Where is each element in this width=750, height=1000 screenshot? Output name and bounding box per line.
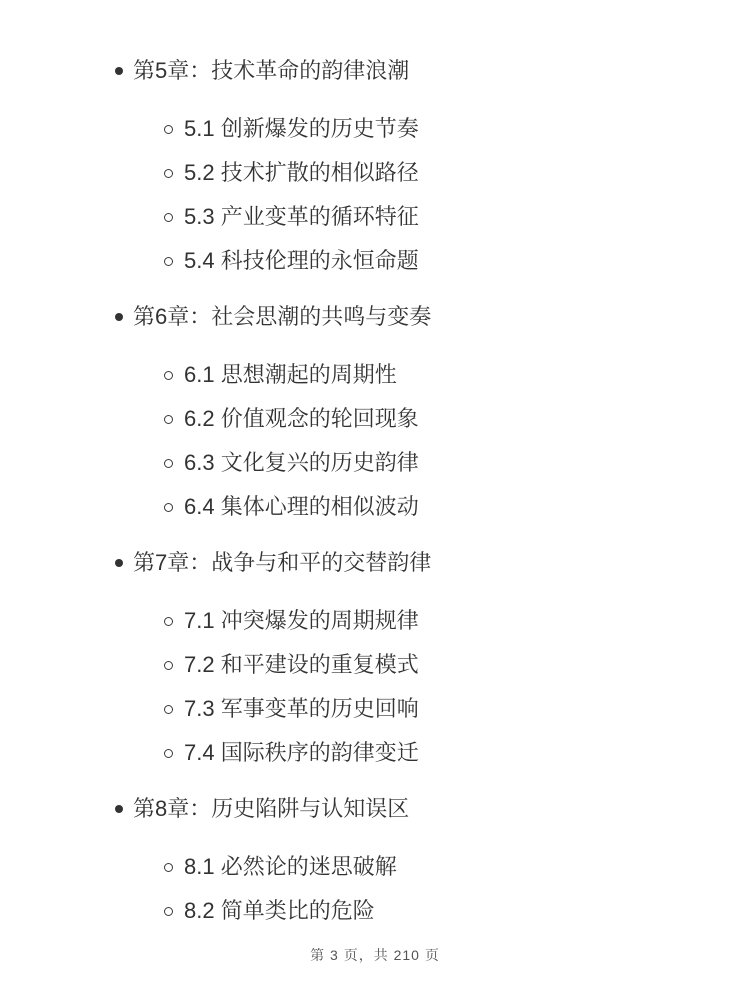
toc-subsection [0,202,750,232]
toc-subsection-title: 7.2 和平建设的重复模式 [184,652,419,677]
toc-subsection-title: 6.1 思想潮起的周期性 [184,362,397,387]
toc-chapter [0,548,750,578]
toc-subsection [0,158,750,188]
toc-subsection [0,606,750,636]
circle-bullet-icon [164,371,173,380]
toc-subsection-title: 5.1 创新爆发的历史节奏 [184,116,419,141]
toc-chapter-title: 第7章：战争与和平的交替韵律 [133,550,432,575]
page-number-indicator: 第 3 页，共 210 页 [310,947,440,963]
toc-subsection [0,896,750,926]
toc-subsection-title: 6.4 集体心理的相似波动 [184,494,419,519]
toc-subsection [0,114,750,144]
toc-subsection [0,694,750,724]
toc-chapter-title: 第8章：历史陷阱与认知误区 [133,796,410,821]
toc-chapter-title: 第6章：社会思潮的共鸣与变奏 [133,304,432,329]
circle-bullet-icon [164,705,173,714]
toc-subsection [0,246,750,276]
circle-bullet-icon [164,459,173,468]
circle-bullet-icon [164,661,173,670]
toc-chapter [0,56,750,86]
circle-bullet-icon [164,503,173,512]
circle-bullet-icon [164,907,173,916]
circle-bullet-icon [164,863,173,872]
circle-bullet-icon [164,257,173,266]
toc-subsection-title: 5.3 产业变革的循环特征 [184,204,419,229]
circle-bullet-icon [164,213,173,222]
toc-subsection [0,738,750,768]
circle-bullet-icon [164,749,173,758]
toc-subsection-title: 6.2 价值观念的轮回现象 [184,406,419,431]
toc-subsection-title: 5.2 技术扩散的相似路径 [184,160,419,185]
toc-subsection [0,404,750,434]
disc-bullet-icon [115,67,123,75]
toc-subsection [0,448,750,478]
circle-bullet-icon [164,169,173,178]
toc-subsection-title: 5.4 科技伦理的永恒命题 [184,248,419,273]
toc-subsection-title: 7.3 军事变革的历史回响 [184,696,419,721]
toc-subsection-title: 7.1 冲突爆发的周期规律 [184,608,419,633]
circle-bullet-icon [164,415,173,424]
toc-chapter [0,302,750,332]
toc-subsection [0,492,750,522]
circle-bullet-icon [164,125,173,134]
toc-subsection-title: 6.3 文化复兴的历史韵律 [184,450,419,475]
disc-bullet-icon [115,313,123,321]
toc-subsection-title: 8.2 简单类比的危险 [184,898,375,923]
toc-chapter [0,794,750,824]
disc-bullet-icon [115,559,123,567]
toc-subsection-title: 7.4 国际秩序的韵律变迁 [184,740,419,765]
toc-subsection [0,852,750,882]
circle-bullet-icon [164,617,173,626]
toc-subsection [0,650,750,680]
toc-subsection-title: 8.1 必然论的迷思破解 [184,854,397,879]
toc-chapter-title: 第5章：技术革命的韵律浪潮 [133,58,410,83]
toc-subsection [0,360,750,390]
disc-bullet-icon [115,805,123,813]
